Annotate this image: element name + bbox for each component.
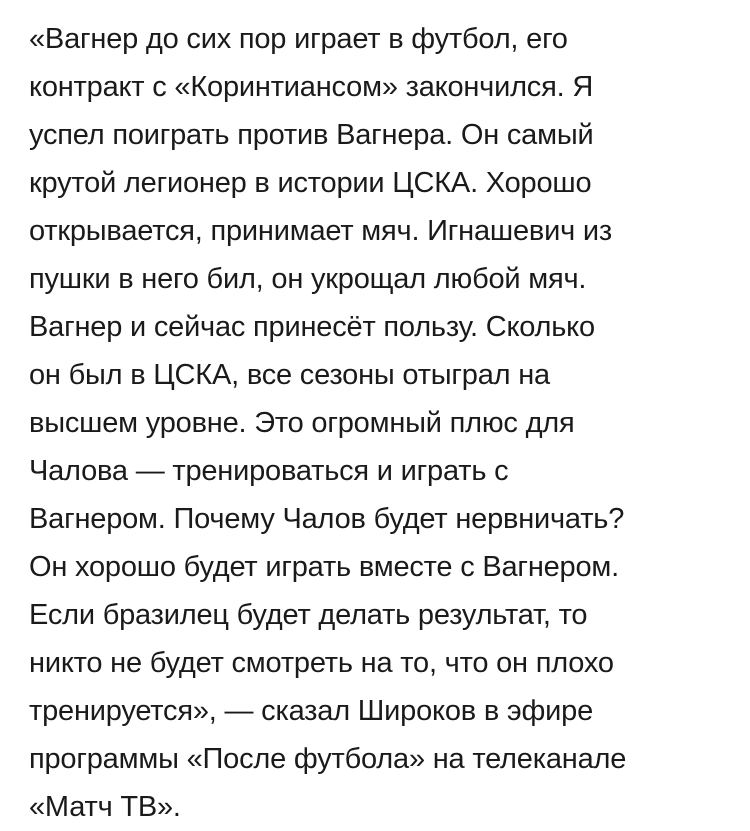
paragraph-line: контракт с «Коринтиансом» закончился. Я [29,71,594,103]
paragraph-line: Чалова — тренироваться и играть с [29,455,509,487]
paragraph-line: «Вагнер до сих пор играет в футбол, его [29,23,568,55]
paragraph-line: Вагнер и сейчас принесёт пользу. Сколько [29,311,595,343]
paragraph-line: тренируется», — сказал Широков в эфире [29,695,594,727]
paragraph-line: крутой легионер в истории ЦСКА. Хорошо [29,167,592,199]
paragraph-line: он был в ЦСКА, все сезоны отыграл на [29,359,550,391]
paragraph-line: пушки в него бил, он укрощал любой мяч. [29,263,587,295]
paragraph-line: никто не будет смотреть на то, что он плохо [29,647,614,679]
paragraph-line: Вагнером. Почему Чалов будет нервничать? [29,503,625,535]
paragraph-line: Если бразилец будет делать результат, то [29,599,588,631]
paragraph-line: «Матч ТВ». [29,791,181,823]
paragraph-line: открывается, принимает мяч. Игнашевич из [29,215,612,247]
paragraph-line: высшем уровне. Это огромный плюс для [29,407,575,439]
paragraph-line: Он хорошо будет играть вместе с Вагнером. [29,551,620,583]
paragraph-line: программы «После футбола» на телеканале [29,743,627,775]
quote-paragraph [29,15,730,831]
paragraph-line: успел поиграть против Вагнера. Он самый [29,119,594,151]
